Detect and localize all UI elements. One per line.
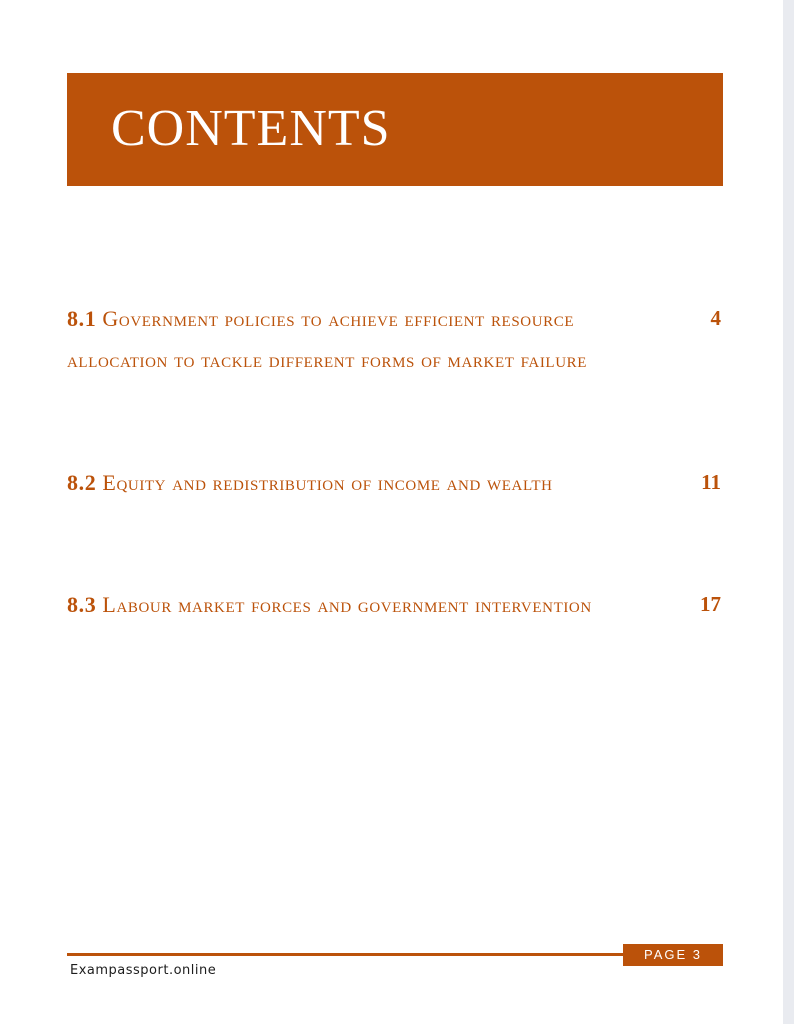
page-edge	[783, 0, 794, 1024]
toc-entry-number: 8.3	[67, 592, 97, 617]
toc-entry-8-1[interactable]	[67, 298, 723, 380]
toc-entry-title: Labour market forces and government intervention	[102, 592, 592, 617]
toc-entry-title: Equity and redistribution of income and wealth	[102, 470, 553, 495]
footer-site-link[interactable]: Exampassport.online	[70, 963, 217, 978]
toc-entry-number: 8.1	[67, 306, 97, 331]
toc-entry-number: 8.2	[67, 470, 97, 495]
contents-banner	[67, 73, 723, 186]
toc-entry-title: Government policies to achieve efficient resource allocation to tackle different forms of market failure	[67, 306, 587, 372]
page-number-badge: PAGE 3	[623, 944, 723, 966]
toc-entry-8-2[interactable]	[67, 462, 723, 503]
toc-entry-8-3[interactable]	[67, 584, 723, 625]
toc-entry-page: 11	[701, 470, 721, 494]
page-title: CONTENTS	[111, 100, 391, 157]
toc-entry-page: 4	[710, 306, 721, 330]
toc-entry-page: 17	[700, 592, 721, 616]
footer-divider	[67, 953, 623, 956]
